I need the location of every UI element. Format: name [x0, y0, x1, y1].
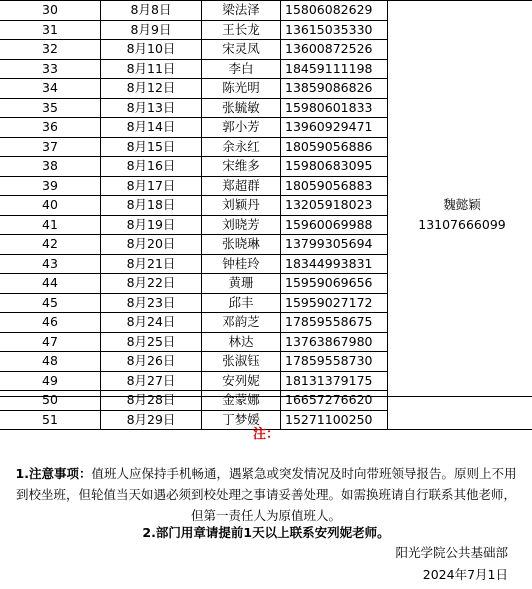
row-date: 8月10日 [101, 40, 202, 60]
row-phone: 13600872526 [281, 40, 388, 60]
row-index: 49 [0, 371, 101, 391]
row-phone: 18059056886 [281, 137, 388, 157]
row-name: 安列妮 [202, 371, 281, 391]
row-date: 8月25日 [101, 332, 202, 352]
row-name: 张淑钰 [202, 352, 281, 372]
row-phone: 13205918023 [281, 196, 388, 216]
row-date: 8月15日 [101, 137, 202, 157]
leader-phone: 13107666099 [388, 215, 532, 235]
row-name: 张毓敏 [202, 98, 281, 118]
row-name: 郭小芳 [202, 118, 281, 138]
row-index: 48 [0, 352, 101, 372]
row-index: 45 [0, 293, 101, 313]
row-phone: 15959069656 [281, 274, 388, 294]
row-date: 8月21日 [101, 254, 202, 274]
row-name: 陈光明 [202, 79, 281, 99]
row-index: 41 [0, 215, 101, 235]
note-item-1-label: 1.注意事项： [16, 466, 92, 481]
row-date: 8月12日 [101, 79, 202, 99]
row-index: 44 [0, 274, 101, 294]
roster-body [0, 1, 532, 430]
note-item-1 [10, 463, 522, 526]
row-phone: 17859558675 [281, 313, 388, 333]
row-index: 36 [0, 118, 101, 138]
row-date: 8月8日 [101, 1, 202, 21]
row-name: 张晓琳 [202, 235, 281, 255]
row-name: 钟桂玲 [202, 254, 281, 274]
row-name: 金蒙娜 [202, 391, 281, 411]
row-index: 34 [0, 79, 101, 99]
row-index: 33 [0, 59, 101, 79]
row-phone: 13763867980 [281, 332, 388, 352]
row-phone: 15959027172 [281, 293, 388, 313]
note-item-1-text: 值班人应保持手机畅通，遇紧急或突发情况及时向带班领导报告。原则上不用到校坐班，但轮值当天如遇必须到校处理之事请妥善处理。如需换班请自行联系其他老师，但第一责任人为原值班人。 [16, 466, 517, 523]
row-date: 8月23日 [101, 293, 202, 313]
row-name: 宋维多 [202, 157, 281, 177]
row-name: 梁法泽 [202, 1, 281, 21]
row-index: 47 [0, 332, 101, 352]
row-name: 黄珊 [202, 274, 281, 294]
row-index: 32 [0, 40, 101, 60]
row-date: 8月29日 [101, 410, 202, 430]
row-name: 邓韵芝 [202, 313, 281, 333]
row-name: 林达 [202, 332, 281, 352]
row-date: 8月28日 [101, 391, 202, 411]
row-phone: 17859558730 [281, 352, 388, 372]
row-index: 40 [0, 196, 101, 216]
row-index: 35 [0, 98, 101, 118]
row-phone: 13615035330 [281, 20, 388, 40]
row-phone: 13859086826 [281, 79, 388, 99]
row-date: 8月17日 [101, 176, 202, 196]
row-phone: 13799305694 [281, 235, 388, 255]
issue-date: 2024年7月1日 [423, 565, 508, 583]
row-date: 8月16日 [101, 157, 202, 177]
notes-title: 注： [0, 423, 532, 442]
row-phone: 15271100250 [281, 410, 388, 430]
duty-leader-cell [388, 1, 532, 430]
row-index: 43 [0, 254, 101, 274]
row-date: 8月22日 [101, 274, 202, 294]
row-date: 8月18日 [101, 196, 202, 216]
row-phone: 18344993831 [281, 254, 388, 274]
row-date: 8月13日 [101, 98, 202, 118]
row-phone: 15980601833 [281, 98, 388, 118]
row-phone: 18131379175 [281, 371, 388, 391]
row-index: 46 [0, 313, 101, 333]
row-phone: 18059056883 [281, 176, 388, 196]
row-name: 刘颖丹 [202, 196, 281, 216]
row-name: 邱丰 [202, 293, 281, 313]
notes-section [0, 396, 532, 589]
table-row [0, 1, 532, 21]
row-name: 宋灵凤 [202, 40, 281, 60]
row-name: 郑超群 [202, 176, 281, 196]
row-index: 30 [0, 1, 101, 21]
row-name: 丁梦媛 [202, 410, 281, 430]
note-item-2: 2.部门用章请提前1天以上联系安列妮老师。 [0, 523, 532, 541]
row-date: 8月24日 [101, 313, 202, 333]
row-index: 37 [0, 137, 101, 157]
leader-name: 魏懿颖 [388, 195, 532, 215]
row-phone: 18459111198 [281, 59, 388, 79]
row-date: 8月9日 [101, 20, 202, 40]
row-index: 31 [0, 20, 101, 40]
row-phone: 15806082629 [281, 1, 388, 21]
row-name: 刘晓芳 [202, 215, 281, 235]
row-date: 8月11日 [101, 59, 202, 79]
row-name: 余永红 [202, 137, 281, 157]
row-name: 李白 [202, 59, 281, 79]
row-date: 8月20日 [101, 235, 202, 255]
row-index: 42 [0, 235, 101, 255]
row-date: 8月27日 [101, 371, 202, 391]
row-index: 50 [0, 391, 101, 411]
row-phone: 15980683095 [281, 157, 388, 177]
row-phone: 16657276620 [281, 391, 388, 411]
row-index: 51 [0, 410, 101, 430]
row-index: 38 [0, 157, 101, 177]
row-date: 8月19日 [101, 215, 202, 235]
issuing-organization: 阳光学院公共基础部 [395, 543, 508, 561]
row-index: 39 [0, 176, 101, 196]
row-date: 8月26日 [101, 352, 202, 372]
row-phone: 13960929471 [281, 118, 388, 138]
row-phone: 15960069988 [281, 215, 388, 235]
row-date: 8月14日 [101, 118, 202, 138]
row-name: 王长龙 [202, 20, 281, 40]
